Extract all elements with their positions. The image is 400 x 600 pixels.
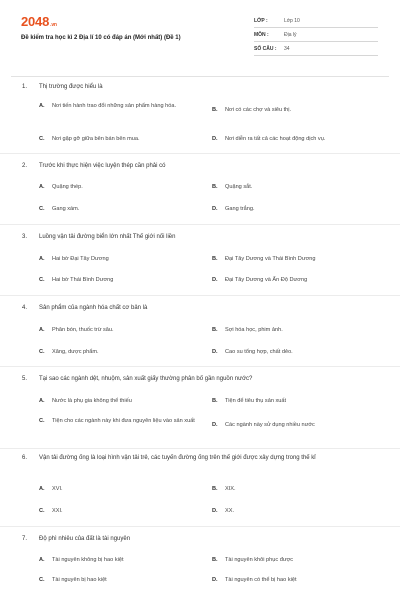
question-item bbox=[0, 78, 400, 154]
option-letter: B. bbox=[212, 398, 218, 404]
option-text: Xăng, dược phẩm. bbox=[52, 349, 99, 355]
exam-meta bbox=[254, 14, 378, 56]
question-item bbox=[0, 154, 400, 225]
question-item bbox=[0, 527, 400, 600]
option-letter: C. bbox=[39, 277, 45, 283]
option-letter: A. bbox=[39, 398, 45, 404]
option-text: Đại Tây Dương và Thái Bình Dương bbox=[225, 256, 316, 262]
question-number: 7. bbox=[22, 536, 28, 542]
option-letter: D. bbox=[212, 349, 218, 355]
option-letter: D. bbox=[212, 136, 218, 142]
option-letter: C. bbox=[39, 508, 45, 514]
question-header bbox=[22, 233, 367, 242]
option-c[interactable] bbox=[39, 417, 197, 425]
option-b[interactable] bbox=[212, 255, 382, 263]
meta-class-key: LỚP : bbox=[254, 17, 268, 24]
meta-subject-key: MÔN : bbox=[254, 31, 269, 38]
option-text: Gang trắng. bbox=[225, 206, 255, 212]
question-item bbox=[0, 296, 400, 367]
option-a[interactable] bbox=[39, 556, 199, 564]
option-text: Nơi diễn ra tất cả các hoạt động dịch vụ. bbox=[225, 136, 326, 142]
option-letter: D. bbox=[212, 577, 218, 583]
question-item bbox=[0, 225, 400, 296]
option-a[interactable] bbox=[39, 183, 199, 191]
option-d[interactable] bbox=[212, 205, 382, 213]
option-text: Các ngành này sử dụng nhiều nước bbox=[225, 422, 315, 428]
question-number: 5. bbox=[22, 376, 28, 382]
option-b[interactable] bbox=[212, 485, 382, 493]
question-text: Trước khi thực hiện việc luyện thép cần phải có bbox=[39, 163, 166, 169]
page-title: Đề kiểm tra học kì 2 Địa lí 10 có đáp án (Mới nhất) (Đề 1) bbox=[21, 35, 181, 41]
meta-count-value: 34 bbox=[284, 45, 290, 52]
option-b[interactable] bbox=[212, 397, 382, 405]
option-c[interactable] bbox=[39, 276, 199, 284]
option-text: Tài nguyên bị hao kiệt bbox=[52, 577, 107, 583]
option-d[interactable] bbox=[212, 576, 382, 584]
option-letter: A. bbox=[39, 256, 45, 262]
option-text: Nơi gặp gỡ giữa bên bán bên mua. bbox=[52, 136, 140, 142]
option-c[interactable] bbox=[39, 576, 199, 584]
option-a[interactable] bbox=[39, 326, 199, 334]
option-letter: D. bbox=[212, 277, 218, 283]
header-divider bbox=[11, 76, 389, 77]
option-text: Gang xám. bbox=[52, 206, 80, 212]
option-letter: C. bbox=[39, 349, 45, 355]
option-d[interactable] bbox=[212, 348, 382, 356]
option-letter: C. bbox=[39, 136, 45, 142]
option-text: Tiện cho các ngành này khi đưa nguyên liệu vào sản xuất bbox=[52, 418, 195, 424]
meta-subject-row bbox=[254, 28, 378, 42]
meta-count-key: SỐ CÂU : bbox=[254, 45, 277, 52]
option-letter: D. bbox=[212, 508, 218, 514]
option-letter: A. bbox=[39, 327, 45, 333]
option-a[interactable] bbox=[39, 397, 199, 405]
option-text: Nước là phụ gia không thể thiếu bbox=[52, 398, 132, 404]
option-letter: B. bbox=[212, 557, 218, 563]
option-letter: A. bbox=[39, 103, 45, 109]
option-text: XIX. bbox=[225, 486, 236, 492]
option-d[interactable] bbox=[212, 421, 382, 429]
option-a[interactable] bbox=[39, 255, 199, 263]
option-letter: A. bbox=[39, 557, 45, 563]
option-text: Đại Tây Dương và Ấn Độ Dương bbox=[225, 277, 308, 283]
site-logo[interactable] bbox=[21, 14, 57, 29]
option-a[interactable] bbox=[39, 102, 197, 110]
option-text: XX. bbox=[225, 508, 235, 514]
option-letter: B. bbox=[212, 486, 218, 492]
option-c[interactable] bbox=[39, 135, 199, 143]
question-header bbox=[22, 162, 367, 171]
option-letter: B. bbox=[212, 107, 218, 113]
meta-class-value: Lớp 10 bbox=[284, 17, 300, 24]
option-text: Phân bón, thuốc trừ sâu. bbox=[52, 327, 114, 333]
question-number: 2. bbox=[22, 163, 28, 169]
meta-count-row bbox=[254, 42, 378, 56]
option-b[interactable] bbox=[212, 183, 382, 191]
option-letter: B. bbox=[212, 184, 218, 190]
option-letter: A. bbox=[39, 486, 45, 492]
option-letter: A. bbox=[39, 184, 45, 190]
question-number: 4. bbox=[22, 305, 28, 311]
option-c[interactable] bbox=[39, 205, 199, 213]
option-text: Tiện để tiêu thụ sản xuất bbox=[225, 398, 287, 404]
question-item bbox=[0, 367, 400, 449]
question-text: Vận tải đường ống là loại hình vận tải trẻ, các tuyến đường ống trên thế giới được xây dựng trong thế kỉ bbox=[39, 455, 316, 461]
logo-text: 2048 bbox=[21, 14, 50, 29]
option-d[interactable] bbox=[212, 507, 382, 515]
option-letter: C. bbox=[39, 418, 45, 424]
question-text: Thị trường được hiểu là bbox=[39, 84, 103, 90]
option-text: Nơi có các chợ và siêu thị. bbox=[225, 107, 292, 113]
option-b[interactable] bbox=[212, 326, 382, 334]
meta-subject-value: Địa lý bbox=[284, 31, 297, 38]
question-number: 1. bbox=[22, 84, 28, 90]
question-number: 3. bbox=[22, 234, 28, 240]
page-header bbox=[0, 0, 400, 68]
question-header bbox=[22, 83, 367, 92]
option-text: Hai bờ Đại Tây Dương bbox=[52, 256, 109, 262]
option-d[interactable] bbox=[212, 135, 382, 143]
option-text: XXI. bbox=[52, 508, 63, 514]
question-header bbox=[22, 304, 367, 313]
question-number: 6. bbox=[22, 455, 28, 461]
option-text: Cao su tổng hợp, chất dẻo. bbox=[225, 349, 293, 355]
option-text: Tài nguyên khôi phục được bbox=[225, 557, 294, 563]
question-item bbox=[0, 449, 400, 527]
option-text: XVI. bbox=[52, 486, 63, 492]
meta-class-row bbox=[254, 14, 378, 28]
question-text: Độ phì nhiêu của đất là tài nguyên bbox=[39, 536, 131, 542]
option-letter: B. bbox=[212, 256, 218, 262]
question-text: Tại sao các ngành dệt, nhuộm, sản xuất giấy thường phân bố gần nguồn nước? bbox=[39, 376, 253, 382]
option-text: Sợi hóa học, phim ảnh. bbox=[225, 327, 283, 333]
question-list bbox=[0, 78, 400, 600]
option-c[interactable] bbox=[39, 348, 199, 356]
option-letter: C. bbox=[39, 206, 45, 212]
question-header bbox=[22, 535, 367, 544]
option-letter: D. bbox=[212, 206, 218, 212]
logo-suffix: .vn bbox=[50, 22, 57, 28]
question-header bbox=[22, 454, 367, 463]
option-text: Nơi tiến hành trao đổi những sản phẩm hàng hóa. bbox=[52, 103, 177, 109]
option-text: Hai bờ Thái Bình Dương bbox=[52, 277, 114, 283]
option-letter: B. bbox=[212, 327, 218, 333]
option-a[interactable] bbox=[39, 485, 199, 493]
question-text: Sản phẩm của ngành hóa chất cơ bản là bbox=[39, 305, 148, 311]
option-b[interactable] bbox=[212, 106, 382, 114]
option-text: Tài nguyên không bị hao kiệt bbox=[52, 557, 124, 563]
option-c[interactable] bbox=[39, 507, 199, 515]
question-header bbox=[22, 375, 367, 384]
option-letter: C. bbox=[39, 577, 45, 583]
option-text: Quặng sắt. bbox=[225, 184, 253, 190]
question-text: Luồng vận tải đường biển lớn nhất Thế giới nối liền bbox=[39, 234, 176, 240]
option-text: Quặng thép. bbox=[52, 184, 83, 190]
option-b[interactable] bbox=[212, 556, 382, 564]
option-d[interactable] bbox=[212, 276, 382, 284]
option-text: Tài nguyên có thể bị hao kiệt bbox=[225, 577, 297, 583]
option-letter: D. bbox=[212, 422, 218, 428]
